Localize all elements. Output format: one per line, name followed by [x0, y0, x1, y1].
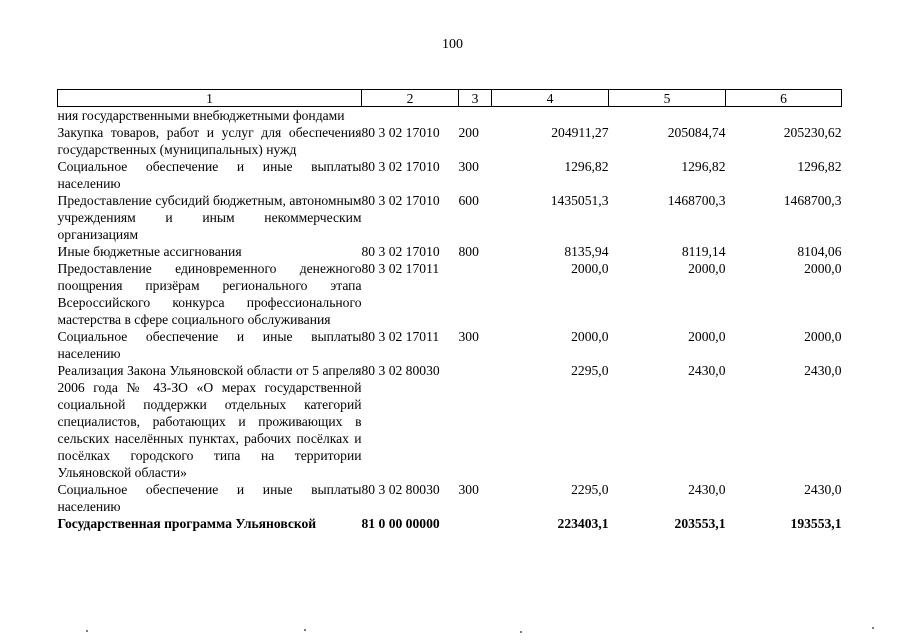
- row-value-1: 1296,82: [564, 159, 609, 174]
- row-value-1: 8135,94: [564, 244, 609, 259]
- row-value-3: 2000,0: [804, 329, 842, 344]
- column-header-4: 4: [492, 90, 609, 107]
- row-kvr: [459, 260, 492, 328]
- row-value-3: 2430,0: [804, 363, 842, 378]
- row-name: ния государственными внебюджетными фондами: [57, 108, 345, 123]
- row-value-2: 2430,0: [688, 363, 726, 378]
- row-code: 80 3 02 17010: [361, 159, 440, 174]
- row-value-2: 1468700,3: [667, 193, 726, 208]
- row-kvr: [459, 107, 492, 125]
- row-code: 80 3 02 17011: [361, 329, 440, 344]
- row-code: 80 3 02 17011: [361, 261, 440, 276]
- row-value-2: 203553,1: [674, 516, 726, 531]
- row-kvr: [459, 362, 492, 481]
- row-name: Социальное обеспечение и иные выплаты населению: [57, 482, 362, 514]
- row-code: 80 3 02 17010: [361, 244, 440, 259]
- row-name: Реализация Закона Ульяновской области от 5 апреля 2006 года № 43-ЗО «О мерах государственной социальной поддержки отдельных категорий специалистов, работающих и проживающих в сельских населённых пунктах, рабочих посёлках и посёлках городского типа на территории Ульяновской области»: [57, 363, 362, 480]
- row-kvr: 600: [458, 193, 479, 208]
- row-value-2: [609, 107, 726, 125]
- scan-speck: [304, 629, 306, 631]
- row-value-1: 223403,1: [557, 516, 609, 531]
- row-kvr: 300: [458, 482, 479, 497]
- row-value-3: 1296,82: [797, 159, 842, 174]
- row-code: 81 0 00 00000: [361, 516, 440, 531]
- row-value-3: [726, 107, 842, 125]
- row-value-3: 2430,0: [804, 482, 842, 497]
- table-row: [58, 362, 842, 481]
- row-kvr: 300: [458, 329, 479, 344]
- row-value-3: 1468700,3: [783, 193, 842, 208]
- row-code: [362, 107, 459, 125]
- scan-speck: [520, 631, 522, 633]
- table-row: [58, 243, 842, 260]
- row-value-2: 205084,74: [667, 125, 726, 140]
- row-name: Социальное обеспечение и иные выплаты населению: [57, 329, 362, 361]
- scan-speck: [872, 627, 874, 629]
- table-row: [58, 481, 842, 515]
- row-code: 80 3 02 80030: [361, 363, 440, 378]
- row-name: Социальное обеспечение и иные выплаты населению: [57, 159, 362, 191]
- row-name: Закупка товаров, работ и услуг для обеспечения государственных (муниципальных) нужд: [57, 125, 362, 157]
- row-value-1: 2295,0: [571, 363, 609, 378]
- row-value-3: 2000,0: [804, 261, 842, 276]
- row-value-2: 1296,82: [681, 159, 726, 174]
- column-header-1: 1: [58, 90, 362, 107]
- column-header-6: 6: [726, 90, 842, 107]
- row-kvr: 200: [458, 125, 479, 140]
- row-value-3: 205230,62: [783, 125, 842, 140]
- table-row: [58, 158, 842, 192]
- row-value-2: 2000,0: [688, 261, 726, 276]
- column-header-2: 2: [362, 90, 459, 107]
- row-value-1: 204911,27: [551, 125, 609, 140]
- row-value-2: 2000,0: [688, 329, 726, 344]
- row-kvr: 300: [458, 159, 479, 174]
- table-row: [58, 260, 842, 328]
- row-name: Предоставление субсидий бюджетным, автономным учреждениям и иным некоммерческим организациям: [57, 193, 362, 242]
- row-name: Иные бюджетные ассигнования: [57, 244, 242, 259]
- row-name: Государственная программа Ульяновской: [57, 516, 317, 531]
- scan-speck: [86, 630, 88, 632]
- row-value-1: [492, 107, 609, 125]
- table-header-row: [58, 90, 842, 107]
- table-row: [58, 124, 842, 158]
- table-row: [58, 192, 842, 243]
- table-row: [58, 328, 842, 362]
- table-row-program-total: [58, 515, 842, 532]
- column-header-5: 5: [609, 90, 726, 107]
- row-value-1: 1435051,3: [550, 193, 609, 208]
- row-code: 80 3 02 17010: [361, 125, 440, 140]
- column-header-3: 3: [459, 90, 492, 107]
- page-number: 100: [442, 37, 463, 52]
- row-value-2: 2430,0: [688, 482, 726, 497]
- table-row: [58, 107, 842, 125]
- row-value-2: 8119,14: [681, 244, 726, 259]
- row-value-1: 2000,0: [571, 329, 609, 344]
- budget-table: [57, 89, 842, 532]
- row-value-3: 8104,06: [797, 244, 842, 259]
- row-kvr: 800: [458, 244, 479, 259]
- row-value-3: 193553,1: [790, 516, 842, 531]
- row-name: Предоставление единовременного денежного поощрения призёрам регионального этапа Всероссийского конкурса профессионального мастерства в сфере социального обслуживания: [57, 261, 362, 327]
- row-value-1: 2000,0: [571, 261, 609, 276]
- row-code: 80 3 02 80030: [361, 482, 440, 497]
- row-kvr: [459, 515, 492, 532]
- row-value-1: 2295,0: [571, 482, 609, 497]
- row-code: 80 3 02 17010: [361, 193, 440, 208]
